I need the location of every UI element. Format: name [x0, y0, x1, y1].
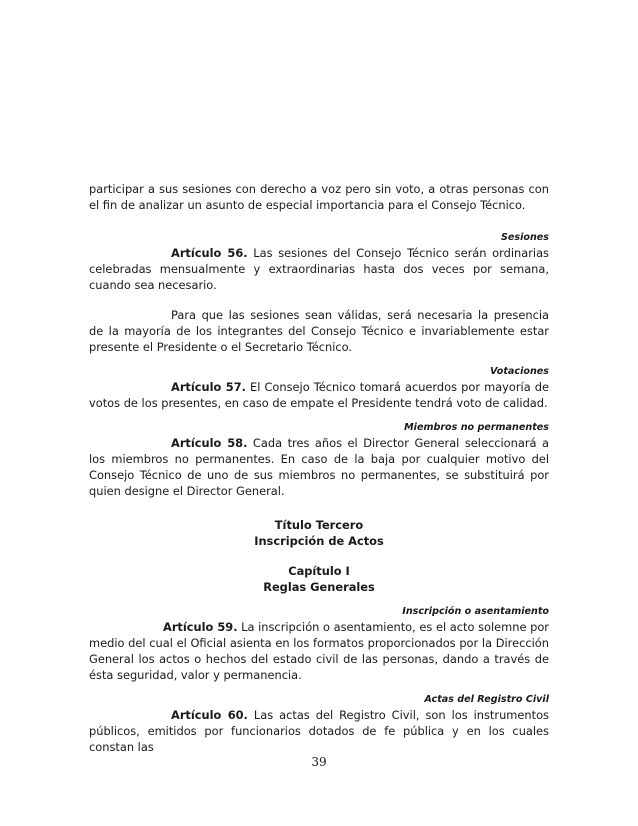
- article-57-label: Artículo 57.: [171, 380, 246, 394]
- title-name-heading: Inscripción de Actos: [254, 534, 384, 548]
- article-60: [89, 707, 549, 755]
- article-58-label: Artículo 58.: [171, 436, 248, 450]
- article-60-label: Artículo 60.: [171, 708, 248, 722]
- article-56-label: Artículo 56.: [171, 246, 248, 260]
- paragraph-quorum: [89, 307, 549, 355]
- article-59-text: La inscripción o asentamiento, es el acto solemne por medio del cual el Oficial asienta en los formatos proporcionados por la Dirección General los actos o hechos del estado civil de las personas, dando a través de ésta seguridad, valor y permanencia.: [89, 620, 549, 682]
- article-58: [89, 435, 549, 499]
- article-57-text: El Consejo Técnico tomará acuerdos por mayoría de votos de los presentes, en caso de empate el Presidente tendrá voto de calidad.: [89, 380, 549, 410]
- chapter-name-heading: Reglas Generales: [263, 580, 375, 594]
- page-body: [89, 181, 549, 755]
- marginal-note-votaciones: Votaciones: [490, 366, 549, 377]
- article-57: [89, 379, 549, 411]
- article-56: [89, 245, 549, 293]
- article-59: [89, 619, 549, 683]
- page-number: 39: [311, 755, 327, 769]
- marginal-note-miembros: Miembros no permanentes: [404, 422, 549, 433]
- article-60-text: Las actas del Registro Civil, son los instrumentos públicos, emitidos por funcionarios dotados de fe pública y en los cuales constan las: [89, 708, 549, 754]
- article-56-text: Las sesiones del Consejo Técnico serán ordinarias celebradas mensualmente y extraordinarias hasta dos veces por semana, cuando sea necesario.: [89, 246, 549, 292]
- article-59-label: Artículo 59.: [163, 620, 238, 634]
- chapter-heading: Capítulo I: [288, 564, 350, 578]
- article-58-text: Cada tres años el Director General seleccionará a los miembros no permanentes. En caso de la baja por cualquier motivo del Consejo Técnico de uno de sus miembros no permanentes, se substituirá por quien designe el Director General.: [89, 436, 549, 498]
- marginal-note-sesiones: Sesiones: [500, 232, 549, 243]
- marginal-note-actas: Actas del Registro Civil: [424, 694, 549, 705]
- paragraph-intro: participar a sus sesiones con derecho a voz pero sin voto, a otras personas con el fin de analizar un asunto de especial importancia para el Consejo Técnico.: [89, 182, 549, 212]
- marginal-note-inscripcion: Inscripción o asentamiento: [402, 606, 549, 617]
- paragraph-quorum-text: Para que las sesiones sean válidas, será necesaria la presencia de la mayoría de los integrantes del Consejo Técnico e invariablemente estar presente el Presidente o el Secretario Técnico.: [89, 308, 549, 354]
- title-heading: Título Tercero: [274, 518, 364, 532]
